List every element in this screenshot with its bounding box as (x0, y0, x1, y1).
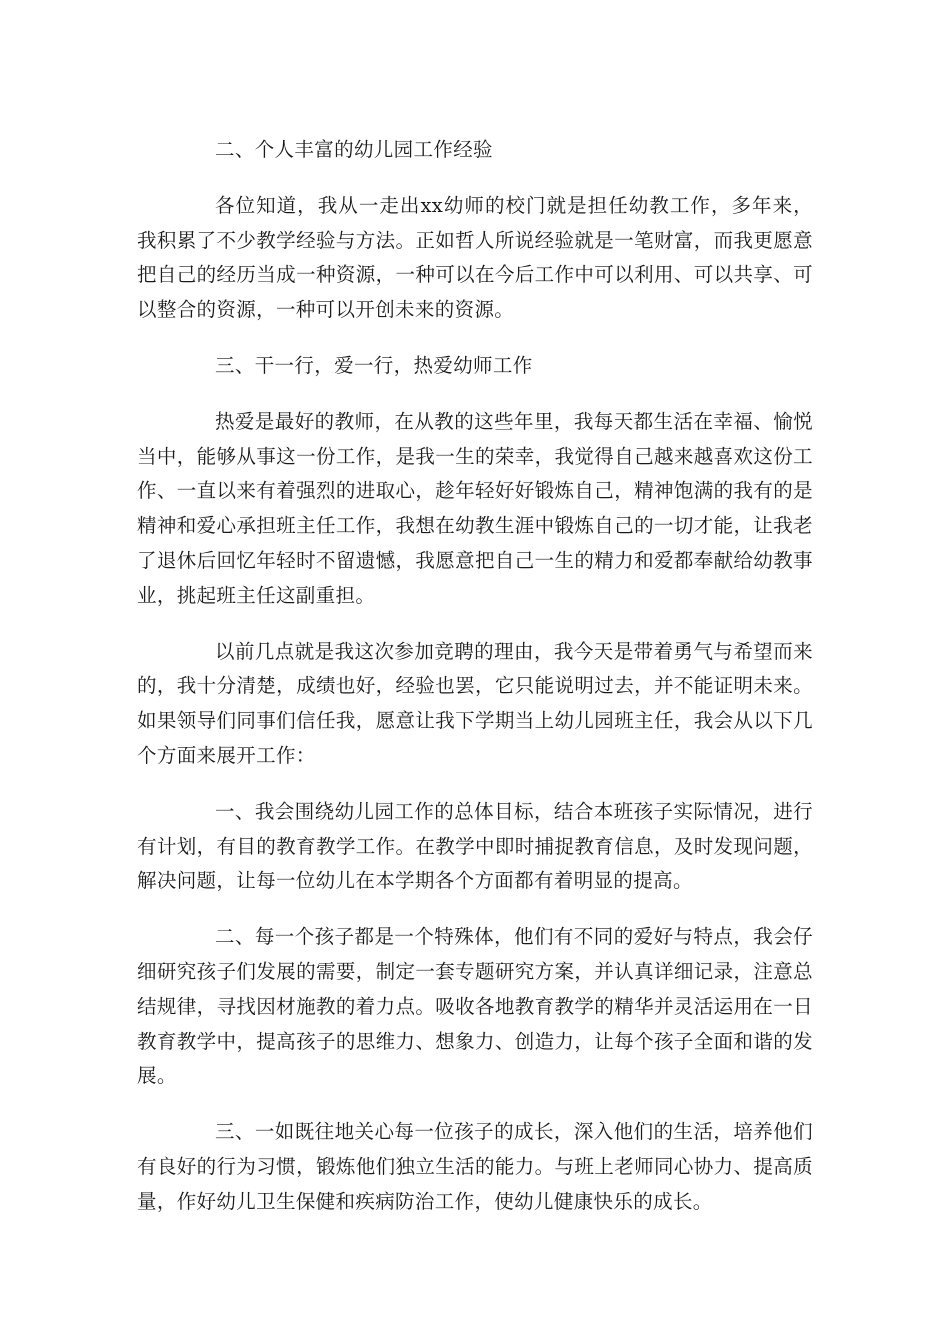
section-heading-experience: 二、个人丰富的幼儿园工作经验 (215, 138, 493, 161)
paragraph-plan-3: 三、一如既往地关心每一位孩子的成长，深入他们的生活，培养他们有良好的行为习惯，锻炼他们独立生活的能力。与班上老师同心协力、提高质量，作好幼儿卫生保健和疾病防治工作，使幼儿健康快乐的成长。 (137, 1120, 813, 1213)
paragraph-passion: 热爱是最好的教师，在从教的这些年里，我每天都生活在幸福、愉悦当中，能够从事这一份工作，是我一生的荣幸，我觉得自己越来越喜欢这份工作、一直以来有着强烈的进取心，趁年轻好好锻炼自己，精神饱满的我有的是精神和爱心承担班主任工作，我想在幼教生涯中锻炼自己的一切才能，让我老了退休后回忆年轻时不留遗憾，我愿意把自己一生的精力和爱都奉献给幼教事业，挑起班主任这副重担。 (137, 409, 813, 607)
section-heading-passion: 三、干一行，爱一行，热爱幼师工作 (215, 353, 533, 377)
document-body (137, 133, 813, 1241)
paragraph-plan-2: 二、每一个孩子都是一个特殊体，他们有不同的爱好与特点，我会仔细研究孩子们发展的需要，制定一套专题研究方案，并认真详细记录，注意总结规律，寻找因材施教的着力点。吸收各地教育教学的精华并灵活运用在一日教育教学中，提高孩子的思维力、想象力、创造力，让每个孩子全面和谐的发展。 (137, 925, 813, 1088)
paragraph-plan-1: 一、我会围绕幼儿园工作的总体目标，结合本班孩子实际情况，进行有计划，有目的教育教学工作。在教学中即时捕捉教育信息，及时发现问题，解决问题，让每一位幼儿在本学期各个方面都有着明显的提高。 (137, 799, 813, 893)
paragraph-reasons: 以前几点就是我这次参加竞聘的理由，我今天是带着勇气与希望而来的，我十分清楚，成绩也好，经验也罢，它只能说明过去，并不能证明未来。如果领导们同事们信任我，愿意让我下学期当上幼儿园班主任，我会从以下几个方面来展开工作： (137, 639, 813, 767)
paragraph-experience: 各位知道，我从一走出xx幼师的校门就是担任幼教工作，多年来，我积累了不少教学经验与方法。正如哲人所说经验就是一笔财富，而我更愿意把自己的经历当成一种资源，一种可以在今后工作中可以利用、可以共享、可以整合的资源，一种可以开创未来的资源。 (137, 193, 813, 322)
